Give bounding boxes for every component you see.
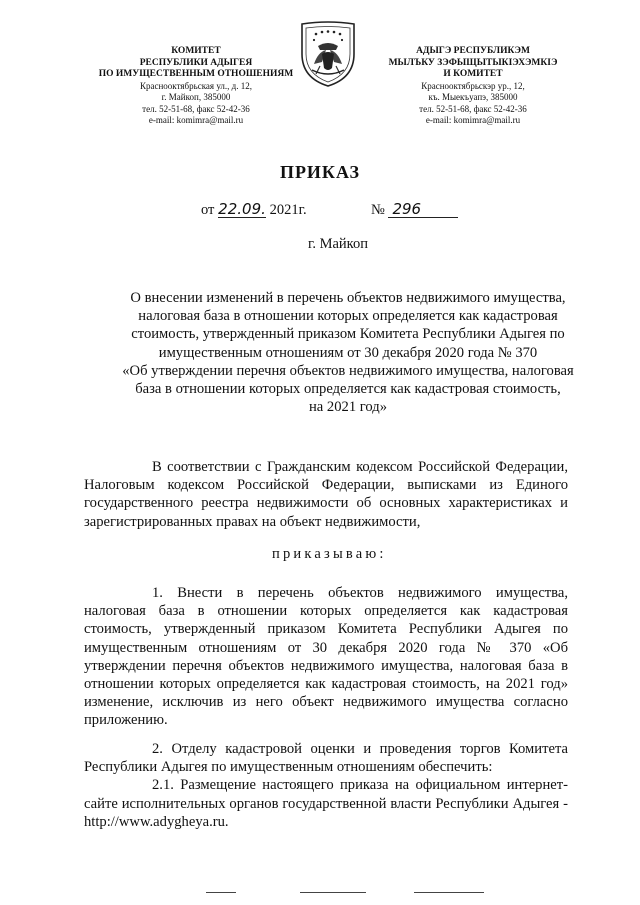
heading-line: стоимость, утвержденный приказом Комитета Республики Адыгея по — [131, 326, 565, 343]
city-name: г. Майкоп — [308, 236, 368, 252]
right-header-address: Краснооктябрьскэр ур., 12, — [421, 80, 525, 91]
date-line — [201, 202, 307, 219]
number-value: 296 — [388, 202, 458, 218]
document-title: ПРИКАЗ — [279, 162, 361, 182]
left-header-email: e-mail: komimra@mail.ru — [148, 115, 244, 125]
preamble-block — [84, 458, 568, 531]
footer-rule — [300, 892, 366, 893]
date-suffix: 2021г. — [269, 202, 307, 218]
left-header-address: Краснооктябрьская ул., д. 12, — [140, 80, 252, 91]
left-header-line2: РЕСПУБЛИКИ АДЫГЕЯ — [139, 57, 253, 68]
item-2-paragraph: 2. Отделу кадастровой оценки и проведения торгов Комитета Республики Адыгея по имущественным отношениям обеспечить: — [84, 741, 568, 776]
heading-line: налоговая база в отношении которых определяется как кадастровая — [138, 308, 558, 325]
heading-line: имущественным отношениям от 30 декабря 2020 года № 370 — [158, 344, 538, 361]
right-header-phone: тел. 52-51-68, факс 52-42-36 — [419, 103, 527, 114]
left-header-line1: КОМИТЕТ — [171, 46, 221, 56]
number-line — [371, 202, 458, 219]
left-letterhead — [96, 46, 296, 127]
order-word: приказываю: — [272, 546, 387, 562]
date-prefix: от — [201, 202, 215, 218]
footer-rule — [414, 892, 484, 893]
left-header-line3: ПО ИМУЩЕСТВЕННЫМ ОТНОШЕНИЯМ — [98, 69, 294, 79]
heading-line: на 2021 год» — [309, 399, 387, 416]
right-header-line3: И КОМИТЕТ — [443, 69, 503, 79]
date-value: 22.09. — [218, 200, 266, 218]
heading-line: база в отношении которых определяется как кадастровая стоимость, — [135, 381, 561, 398]
right-header-city: къ. Мыекъуапэ, 385000 — [428, 92, 518, 102]
preamble-paragraph: В соответствии с Гражданским кодексом Российской Федерации, Налоговым кодексом Российской Федерации, выписками из Единого государственного реестра недвижимости об основных характеристиках и зарегистрированных правах на объект недвижимости, — [84, 459, 568, 530]
item-2-block — [84, 740, 568, 831]
right-header-line1: АДЫГЭ РЕСПУБЛИКЭМ — [416, 46, 530, 56]
order-heading — [118, 289, 578, 416]
footer-rule — [206, 892, 236, 893]
right-header-email: e-mail: komimra@mail.ru — [425, 115, 521, 125]
left-header-city: г. Майкоп, 385000 — [161, 92, 231, 102]
heading-line: «Об утверждении перечня объектов недвижимого имущества, налоговая — [122, 362, 574, 379]
right-letterhead — [378, 46, 568, 127]
number-prefix: № — [371, 202, 385, 218]
left-header-phone: тел. 52-51-68, факс 52-42-36 — [142, 103, 250, 114]
right-header-line2: МЫЛЪКУ ЗЭФЫЩЫТЫКIЭХЭМКIЭ — [388, 57, 558, 68]
item-1-block — [84, 584, 568, 730]
heading-line: О внесении изменений в перечень объектов недвижимого имущества, — [130, 290, 566, 306]
adygea-coat-of-arms-icon — [296, 20, 360, 88]
item-1-paragraph: 1. Внести в перечень объектов недвижимого имущества, налоговая база в отношении которых определяется как кадастровая стоимость, утвержденный приказом Комитета Республики Адыгея по имущественным отношениям от 30 декабря 2020 года № 370 «Об утверждении перечня объектов недвижимого имущества, налоговая база в отношении которых определяется как кадастровая стоимость, на 2021 год» изменение, исключив из него объект недвижимого имущества согласно приложению. — [84, 585, 568, 729]
item-2-1-paragraph: 2.1. Размещение настоящего приказа на официальном интернет-сайте исполнительных органов государственной власти Республики Адыгея - http://www.adygheya.ru. — [84, 777, 568, 830]
